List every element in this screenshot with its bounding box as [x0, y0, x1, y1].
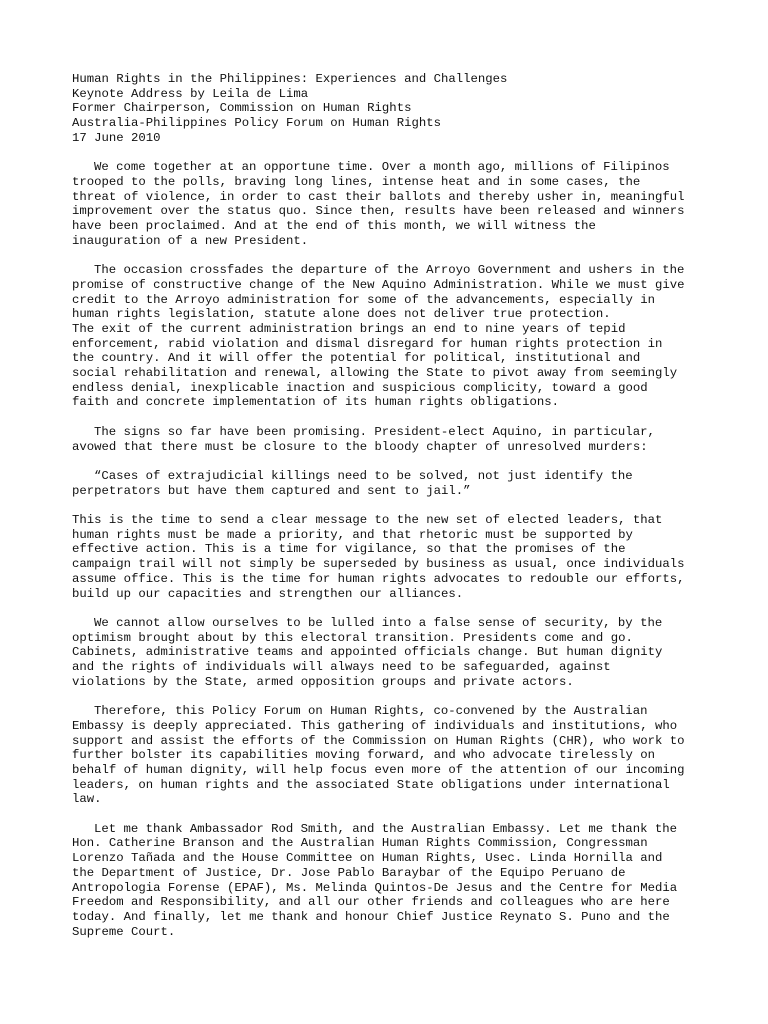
document-title: Human Rights in the Philippines: Experiences and Challenges	[72, 72, 508, 86]
event-date: 17 June 2010	[72, 130, 161, 145]
paragraph: Let me thank Ambassador Rod Smith, and the Australian Embassy. Let me thank the Hon. Catherine Branson and the Australian Human Rights Commission, Congressman Lorenzo Tañada and the House Committee on Human Rights, Usec. Linda Hornilla and the Department of Justice, Dr. Jose Pablo Baraybar of the Equipo Peruano de Antropologia Forense (EPAF), Ms. Melinda Quintos-De Jesus and the Centre for Media Freedom and Responsibility, and all our other friends and colleagues who are here today. And finally, let me thank and honour Chief Justice Reynato S. Puno and the Supreme Court.	[72, 821, 678, 939]
document-subtitle: Keynote Address by Leila de Lima	[72, 86, 309, 101]
speaker-position: Former Chairperson, Commission on Human Rights	[72, 101, 412, 116]
paragraph: We come together at an opportune time. Over a month ago, millions of Filipinos trooped to the polls, braving long lines, intense heat and in some cases, the threat of violence, in order to cast their ballots and thereby usher in, meaningful improvement over the status quo. Since then, results have been released and winners have been proclaimed. And at the end of this month, we will witness the inauguration of a new President.	[72, 160, 685, 248]
paragraph: Therefore, this Policy Forum on Human Rights, co-convened by the Australian Embassy is deeply appreciated. This gathering of individuals and institutions, who support and assist the efforts of the Commission on Human Rights (CHR), who work to further bolster its capabilities moving forward, and who advocate tirelessly on behalf of human dignity, will help focus even more of the attention of our incoming leaders, on human rights and the associated State obligations under international law.	[72, 704, 685, 807]
document-header	[72, 72, 712, 146]
document-page	[72, 72, 712, 954]
paragraph: The occasion crossfades the departure of the Arroyo Government and ushers in the promise of constructive change of the New Aquino Administration. While we must give credit to the Arroyo administration for some of the advancements, especially in human rights legislation, statute alone does not deliver true protection. The exit of the current administration brings an end to nine years of tepid enforcement, rabid violation and dismal disregard for human rights protection in the country. And it will offer the potential for political, institutional and social rehabilitation and renewal, allowing the State to pivot away from seemingly endless denial, inexplicable inaction and suspicious complicity, toward a good faith and concrete implementation of its human rights obligations.	[72, 263, 685, 410]
paragraph: The signs so far have been promising. President-elect Aquino, in particular, avowed that there must be closure to the bloody chapter of unresolved murders:	[72, 424, 655, 454]
quote: “Cases of extrajudicial killings need to be solved, not just identify the perpetrators but have them captured and sent to jail.”	[72, 468, 633, 498]
event-name: Australia-Philippines Policy Forum on Human Rights	[72, 116, 441, 131]
paragraph: This is the time to send a clear message to the new set of elected leaders, that human rights must be made a priority, and that rhetoric must be supported by effective action. This is a time for vigilance, so that the promises of the campaign trail will not simply be superseded by business as usual, once individuals assume office. This is the time for human rights advocates to redouble our efforts, build up our capacities and strengthen our alliances.	[72, 513, 685, 601]
paragraph: We cannot allow ourselves to be lulled into a false sense of security, by the optimism brought about by this electoral transition. Presidents come and go. Cabinets, administrative teams and appointed officials change. But human dignity and the rights of individuals will always need to be safeguarded, against violations by the State, armed opposition groups and private actors.	[72, 615, 663, 689]
